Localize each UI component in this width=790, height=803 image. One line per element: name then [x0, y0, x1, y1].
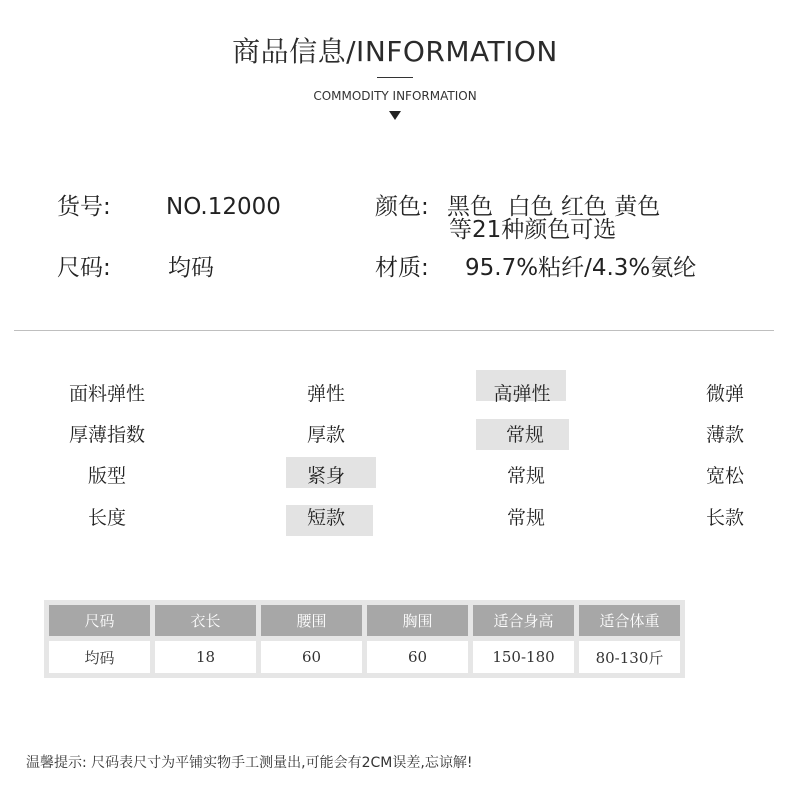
table-header-cell: 适合体重 [579, 605, 680, 636]
attr-option: 常规 [506, 507, 545, 529]
table-header-cell: 胸围 [367, 605, 468, 636]
table-header-row [49, 605, 680, 636]
table-header-cell: 尺码 [49, 605, 150, 636]
table-cell: 均码 [49, 641, 150, 673]
table-cell: 18 [155, 641, 256, 673]
size-note: 温馨提示: 尺码表尺寸为平铺实物手工测量出,可能会有2CM误差,忘谅解! [26, 755, 473, 771]
attr-label-length: 长度 [87, 507, 126, 529]
triangle-down-icon [389, 111, 401, 120]
size-label: 尺码: [57, 255, 111, 281]
table-header-cell: 衣长 [155, 605, 256, 636]
table-header-cell: 适合身高 [473, 605, 574, 636]
attr-label-fit: 版型 [87, 465, 126, 487]
attr-option-selected: 紧身 [306, 465, 345, 487]
material-value: 95.7%粘纤/4.3%氨纶 [465, 255, 697, 281]
attr-option-selected: 短款 [306, 507, 345, 529]
attr-label-elasticity: 面料弹性 [68, 383, 145, 405]
attr-label-thickness: 厚薄指数 [68, 424, 145, 446]
table-header-cell: 腰围 [261, 605, 362, 636]
table-row [49, 641, 680, 673]
page-title: 商品信息/INFORMATION [232, 35, 558, 68]
item-no-value: NO.12000 [166, 194, 281, 220]
color-value-line1: 黑色 白色 红色 黄色 [447, 194, 661, 220]
table-cell: 150-180 [473, 641, 574, 673]
table-cell: 60 [367, 641, 468, 673]
attr-option-selected: 高弹性 [493, 383, 551, 405]
section-divider [14, 330, 774, 331]
size-table [44, 600, 685, 678]
color-value-line2: 等21种颜色可选 [449, 217, 617, 243]
attr-option: 宽松 [705, 465, 744, 487]
attr-option: 厚款 [306, 424, 345, 446]
attr-option-selected: 常规 [505, 424, 544, 446]
attr-option: 弹性 [306, 383, 345, 405]
item-no-label: 货号: [57, 194, 111, 220]
attr-option: 微弹 [705, 383, 744, 405]
table-cell: 80-130斤 [579, 641, 680, 673]
color-label: 颜色: [375, 194, 429, 220]
title-divider [377, 77, 413, 78]
attr-option: 薄款 [705, 424, 744, 446]
attr-option: 常规 [506, 465, 545, 487]
attr-option: 长款 [705, 507, 744, 529]
table-cell: 60 [261, 641, 362, 673]
size-value: 均码 [168, 255, 214, 281]
page-subtitle: COMMODITY INFORMATION [313, 89, 477, 103]
material-label: 材质: [375, 255, 429, 281]
